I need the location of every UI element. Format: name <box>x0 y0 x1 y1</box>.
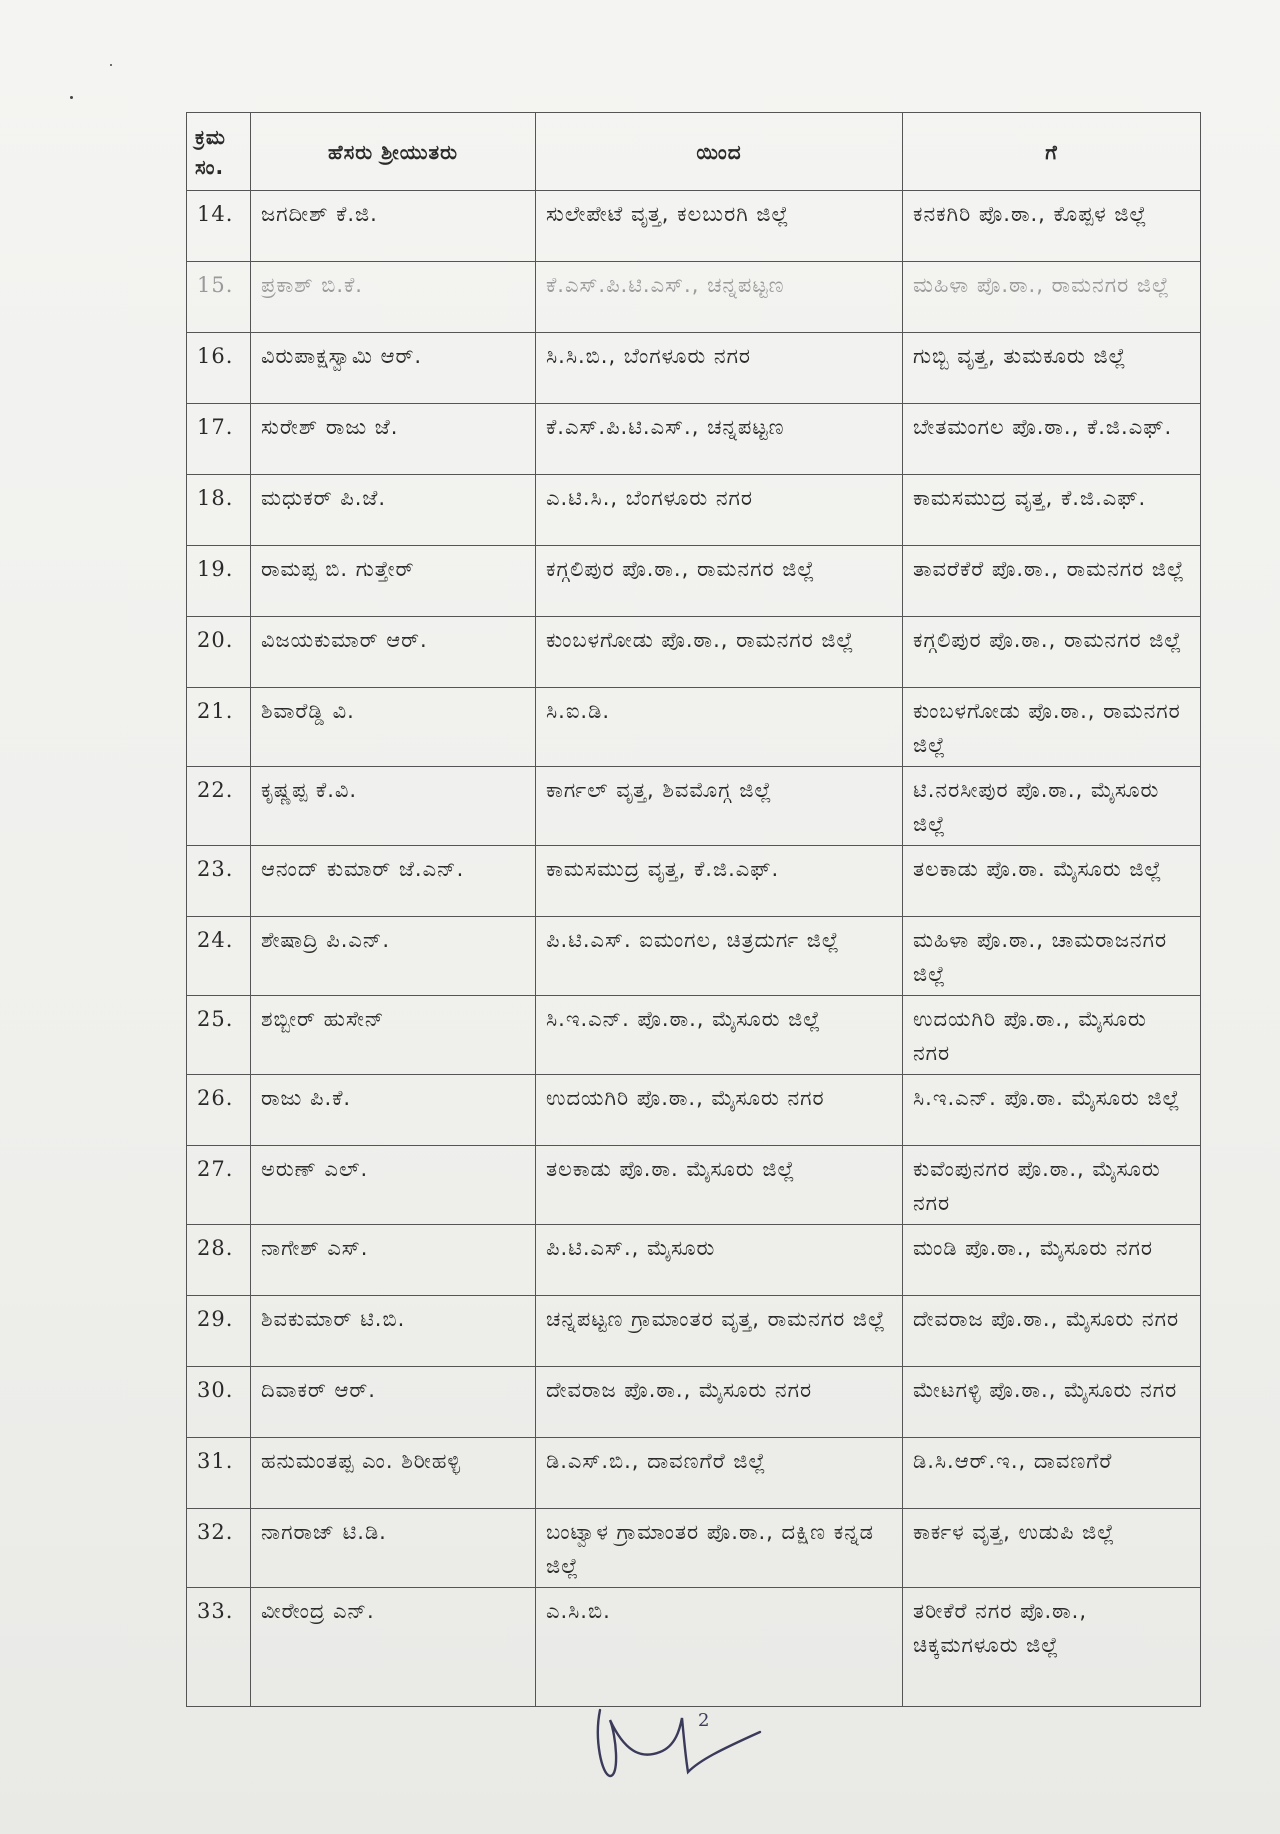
cell-serial-number: 27. <box>187 1146 251 1225</box>
cell-from: ಸುಲೇಪೇಟೆ ವೃತ್ತ, ಕಲಬುರಗಿ ಜಿಲ್ಲೆ <box>536 191 903 262</box>
cell-serial-number: 15. <box>187 262 251 333</box>
cell-from: ಎ.ಟಿ.ಸಿ., ಬೆಂಗಳೂರು ನಗರ <box>536 475 903 546</box>
signature <box>580 1680 780 1790</box>
cell-serial-number: 19. <box>187 546 251 617</box>
table-row <box>187 1225 1201 1296</box>
cell-serial-number: 16. <box>187 333 251 404</box>
signature-mark: 2 <box>698 1710 710 1731</box>
cell-name: ರಾಮಪ್ಪ ಬಿ. ಗುತ್ತೇರ್ <box>251 546 536 617</box>
cell-serial-number: 28. <box>187 1225 251 1296</box>
cell-name: ಶಿವಾರೆಡ್ಡಿ ವಿ. <box>251 688 536 767</box>
cell-serial-number: 30. <box>187 1367 251 1438</box>
cell-to: ಕಾರ್ಕಳ ವೃತ್ತ, ಉಡುಪಿ ಜಿಲ್ಲೆ <box>903 1509 1201 1588</box>
cell-name: ಹನುಮಂತಪ್ಪ ಎಂ. ಶಿರೀಹಳ್ಳಿ <box>251 1438 536 1509</box>
transfer-list-table <box>186 112 1201 1707</box>
cell-to: ಮಹಿಳಾ ಪೊ.ಠಾ., ಚಾಮರಾಜನಗರ ಜಿಲ್ಲೆ <box>903 917 1201 996</box>
table-row <box>187 1146 1201 1225</box>
cell-from: ಸಿ.ಇ.ಎನ್. ಪೊ.ಠಾ., ಮೈಸೂರು ಜಿಲ್ಲೆ <box>536 996 903 1075</box>
cell-to: ಟಿ.ನರಸೀಪುರ ಪೊ.ಠಾ., ಮೈಸೂರು ಜಿಲ್ಲೆ <box>903 767 1201 846</box>
cell-from: ಪಿ.ಟಿ.ಎಸ್. ಐಮಂಗಲ, ಚಿತ್ರದುರ್ಗ ಜಿಲ್ಲೆ <box>536 917 903 996</box>
cell-to: ಕುಂಬಳಗೋಡು ಪೊ.ಠಾ., ರಾಮನಗರ ಜಿಲ್ಲೆ <box>903 688 1201 767</box>
table-row <box>187 546 1201 617</box>
cell-serial-number: 25. <box>187 996 251 1075</box>
cell-serial-number: 32. <box>187 1509 251 1588</box>
table-row <box>187 191 1201 262</box>
cell-name: ದಿವಾಕರ್ ಆರ್. <box>251 1367 536 1438</box>
header-to: ಗೆ <box>903 113 1201 191</box>
cell-from: ತಲಕಾಡು ಪೊ.ಠಾ. ಮೈಸೂರು ಜಿಲ್ಲೆ <box>536 1146 903 1225</box>
table-row <box>187 1296 1201 1367</box>
cell-from: ಸಿ.ಸಿ.ಬಿ., ಬೆಂಗಳೂರು ನಗರ <box>536 333 903 404</box>
cell-name: ಶಬ್ಬೀರ್ ಹುಸೇನ್ <box>251 996 536 1075</box>
table-header-row <box>187 113 1201 191</box>
cell-serial-number: 20. <box>187 617 251 688</box>
cell-to: ತರೀಕೆರೆ ನಗರ ಪೊ.ಠಾ., ಚಿಕ್ಕಮಗಳೂರು ಜಿಲ್ಲೆ <box>903 1588 1201 1707</box>
table-row <box>187 846 1201 917</box>
cell-to: ಕಾಮಸಮುದ್ರ ವೃತ್ತ, ಕೆ.ಜಿ.ಎಫ್. <box>903 475 1201 546</box>
table-row <box>187 1509 1201 1588</box>
cell-serial-number: 33. <box>187 1588 251 1707</box>
cell-to: ದೇವರಾಜ ಪೊ.ಠಾ., ಮೈಸೂರು ನಗರ <box>903 1296 1201 1367</box>
cell-name: ನಾಗರಾಜ್ ಟಿ.ಡಿ. <box>251 1509 536 1588</box>
cell-to: ಸಿ.ಇ.ಎನ್. ಪೊ.ಠಾ. ಮೈಸೂರು ಜಿಲ್ಲೆ <box>903 1075 1201 1146</box>
header-name: ಹೆಸರು ಶ್ರೀಯುತರು <box>251 113 536 191</box>
cell-to: ಕನಕಗಿರಿ ಪೊ.ಠಾ., ಕೊಪ್ಪಳ ಜಿಲ್ಲೆ <box>903 191 1201 262</box>
table-row <box>187 1438 1201 1509</box>
cell-to: ಮೇಟಗಳ್ಳಿ ಪೊ.ಠಾ., ಮೈಸೂರು ನಗರ <box>903 1367 1201 1438</box>
cell-from: ಕಗ್ಗಲಿಪುರ ಪೊ.ಠಾ., ರಾಮನಗರ ಜಿಲ್ಲೆ <box>536 546 903 617</box>
cell-name: ವಿಜಯಕುಮಾರ್ ಆರ್. <box>251 617 536 688</box>
cell-serial-number: 24. <box>187 917 251 996</box>
cell-from: ಡಿ.ಎಸ್.ಬಿ., ದಾವಣಗೆರೆ ಜಿಲ್ಲೆ <box>536 1438 903 1509</box>
cell-serial-number: 14. <box>187 191 251 262</box>
cell-from: ಕಾರ್ಗಲ್ ವೃತ್ತ, ಶಿವಮೊಗ್ಗ ಜಿಲ್ಲೆ <box>536 767 903 846</box>
cell-name: ಜಗದೀಶ್ ಕೆ.ಜಿ. <box>251 191 536 262</box>
table-row <box>187 617 1201 688</box>
cell-serial-number: 23. <box>187 846 251 917</box>
cell-to: ತಾವರೆಕೆರೆ ಪೊ.ಠಾ., ರಾಮನಗರ ಜಿಲ್ಲೆ <box>903 546 1201 617</box>
cell-from: ಕೆ.ಎಸ್.ಪಿ.ಟಿ.ಎಸ್., ಚನ್ನಪಟ್ಟಣ <box>536 262 903 333</box>
cell-to: ಮಂಡಿ ಪೊ.ಠಾ., ಮೈಸೂರು ನಗರ <box>903 1225 1201 1296</box>
table-row <box>187 404 1201 475</box>
cell-from: ದೇವರಾಜ ಪೊ.ಠಾ., ಮೈಸೂರು ನಗರ <box>536 1367 903 1438</box>
table-row <box>187 333 1201 404</box>
cell-name: ಅರುಣ್ ಎಲ್. <box>251 1146 536 1225</box>
cell-to: ಬೇತಮಂಗಲ ಪೊ.ಠಾ., ಕೆ.ಜಿ.ಎಫ್. <box>903 404 1201 475</box>
cell-to: ಉದಯಗಿರಿ ಪೊ.ಠಾ., ಮೈಸೂರು ನಗರ <box>903 996 1201 1075</box>
cell-serial-number: 29. <box>187 1296 251 1367</box>
cell-to: ಕುವೆಂಪುನಗರ ಪೊ.ಠಾ., ಮೈಸೂರು ನಗರ <box>903 1146 1201 1225</box>
table-row <box>187 688 1201 767</box>
paper-speck <box>70 96 73 99</box>
table-row <box>187 1075 1201 1146</box>
table-row <box>187 767 1201 846</box>
cell-from: ಚನ್ನಪಟ್ಟಣ ಗ್ರಾಮಾಂತರ ವೃತ್ತ, ರಾಮನಗರ ಜಿಲ್ಲೆ <box>536 1296 903 1367</box>
cell-name: ನಾಗೇಶ್ ಎಸ್. <box>251 1225 536 1296</box>
cell-name: ರಾಜು ಪಿ.ಕೆ. <box>251 1075 536 1146</box>
cell-from: ಬಂಟ್ವಾಳ ಗ್ರಾಮಾಂತರ ಪೊ.ಠಾ., ದಕ್ಷಿಣ ಕನ್ನಡ ಜಿಲ್ಲೆ <box>536 1509 903 1588</box>
cell-serial-number: 26. <box>187 1075 251 1146</box>
cell-name: ಮಧುಕರ್ ಪಿ.ಜೆ. <box>251 475 536 546</box>
cell-from: ಪಿ.ಟಿ.ಎಸ್., ಮೈಸೂರು <box>536 1225 903 1296</box>
table-row <box>187 996 1201 1075</box>
cell-to: ತಲಕಾಡು ಪೊ.ಠಾ. ಮೈಸೂರು ಜಿಲ್ಲೆ <box>903 846 1201 917</box>
cell-from: ಸಿ.ಐ.ಡಿ. <box>536 688 903 767</box>
cell-to: ಕಗ್ಗಲಿಪುರ ಪೊ.ಠಾ., ರಾಮನಗರ ಜಿಲ್ಲೆ <box>903 617 1201 688</box>
cell-serial-number: 22. <box>187 767 251 846</box>
cell-serial-number: 17. <box>187 404 251 475</box>
cell-serial-number: 31. <box>187 1438 251 1509</box>
cell-name: ಆನಂದ್ ಕುಮಾರ್ ಜೆ.ಎನ್. <box>251 846 536 917</box>
cell-to: ಡಿ.ಸಿ.ಆರ್.ಇ., ದಾವಣಗೆರೆ <box>903 1438 1201 1509</box>
cell-name: ವಿರುಪಾಕ್ಷಸ್ವಾಮಿ ಆರ್. <box>251 333 536 404</box>
cell-name: ಕೃಷ್ಣಪ್ಪ ಕೆ.ವಿ. <box>251 767 536 846</box>
cell-from: ಕಾಮಸಮುದ್ರ ವೃತ್ತ, ಕೆ.ಜಿ.ಎಫ್. <box>536 846 903 917</box>
table-body <box>187 191 1201 1707</box>
cell-serial-number: 21. <box>187 688 251 767</box>
cell-name: ಶಿವಕುಮಾರ್ ಟಿ.ಬಿ. <box>251 1296 536 1367</box>
table-row <box>187 1367 1201 1438</box>
cell-to: ಮಹಿಳಾ ಪೊ.ಠಾ., ರಾಮನಗರ ಜಿಲ್ಲೆ <box>903 262 1201 333</box>
cell-from: ಉದಯಗಿರಿ ಪೊ.ಠಾ., ಮೈಸೂರು ನಗರ <box>536 1075 903 1146</box>
header-serial-number: ಕ್ರಮ ಸಂ. <box>187 113 251 191</box>
cell-name: ವೀರೇಂದ್ರ ಎನ್. <box>251 1588 536 1707</box>
cell-name: ಸುರೇಶ್ ರಾಜು ಜೆ. <box>251 404 536 475</box>
table-row <box>187 917 1201 996</box>
cell-name: ಶೇಷಾದ್ರಿ ಪಿ.ಎನ್. <box>251 917 536 996</box>
header-from: ಯಿಂದ <box>536 113 903 191</box>
cell-from: ಕೆ.ಎಸ್.ಪಿ.ಟಿ.ಎಸ್., ಚನ್ನಪಟ್ಟಣ <box>536 404 903 475</box>
cell-from: ಕುಂಬಳಗೋಡು ಪೊ.ಠಾ., ರಾಮನಗರ ಜಿಲ್ಲೆ <box>536 617 903 688</box>
cell-name: ಪ್ರಕಾಶ್ ಬಿ.ಕೆ. <box>251 262 536 333</box>
cell-from: ಎ.ಸಿ.ಬಿ. <box>536 1588 903 1707</box>
cell-to: ಗುಬ್ಬಿ ವೃತ್ತ, ತುಮಕೂರು ಜಿಲ್ಲೆ <box>903 333 1201 404</box>
table-row <box>187 262 1201 333</box>
table-row <box>187 475 1201 546</box>
paper-speck <box>110 64 112 66</box>
cell-serial-number: 18. <box>187 475 251 546</box>
